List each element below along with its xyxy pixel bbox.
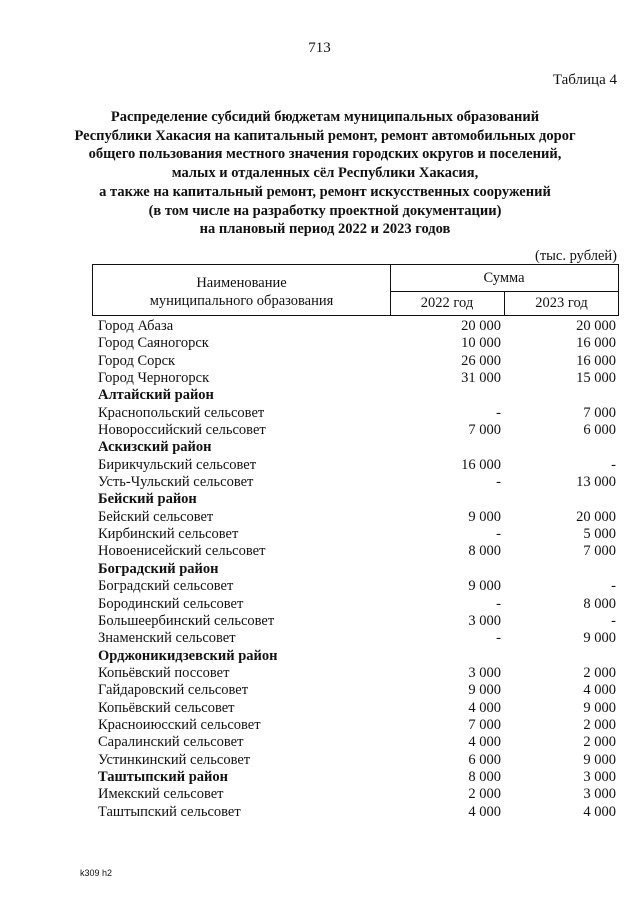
amount-2023: - [611, 612, 616, 629]
amount-2022: 9 000 [468, 508, 501, 525]
footer-code: k309 h2 [80, 868, 113, 878]
amount-2023: 3 000 [583, 768, 616, 785]
table-row [98, 630, 618, 647]
table-row [98, 318, 618, 335]
title-line: Распределение субсидий бюджетам муниципальных образований [110, 109, 540, 125]
table-row [98, 734, 618, 751]
amount-2023: 9 000 [583, 699, 616, 716]
title-line: на плановый период 2022 и 2023 годов [199, 221, 451, 238]
amount-2022: 4 000 [468, 734, 501, 751]
amount-2023: 6 000 [583, 422, 616, 439]
amount-2023: 5 000 [583, 526, 616, 543]
amount-2023: 4 000 [583, 803, 616, 820]
page-number: 713 [308, 40, 331, 56]
title-line: (в том числе на разработку проектной документации) [148, 202, 502, 219]
amount-2023: 3 000 [583, 786, 616, 803]
amount-2023: 16 000 [576, 335, 616, 352]
municipality-name: Имекский сельсовет [98, 786, 224, 803]
municipality-name: Знаменский сельсовет [98, 630, 236, 647]
header-name-line1: Наименование [196, 275, 287, 291]
municipality-name: Краснопольский сельсовет [98, 404, 265, 421]
amount-2022: 8 000 [468, 768, 501, 785]
municipality-name: Саралинский сельсовет [98, 734, 244, 751]
header-sum: Сумма [390, 265, 618, 292]
amount-2023: 16 000 [576, 352, 616, 369]
amount-2022: 10 000 [461, 335, 501, 352]
municipality-name: Таштыпский сельсовет [98, 803, 241, 820]
municipality-name: Орджоникидзевский район [98, 647, 278, 664]
municipality-name: Красноиюсский сельсовет [98, 716, 261, 733]
table-row [98, 543, 618, 560]
district-row [98, 648, 618, 665]
header-year-2022: 2022 год [390, 292, 505, 315]
table-header [92, 264, 619, 316]
municipality-name: Город Саяногорск [98, 335, 209, 352]
table-row [98, 370, 618, 387]
municipality-name: Боградский сельсовет [98, 578, 234, 595]
amount-2023: 2 000 [583, 716, 616, 733]
header-year-2023: 2023 год [535, 295, 588, 311]
amount-2023: 2 000 [583, 734, 616, 751]
units-label: (тыс. рублей) [535, 248, 617, 264]
table-row [98, 457, 618, 474]
amount-2022: 2 000 [468, 786, 501, 803]
amount-2022: 26 000 [461, 352, 501, 369]
table-row [98, 578, 618, 595]
district-row [98, 561, 618, 578]
municipality-name: Большеербинский сельсовет [98, 612, 275, 629]
amount-2023: 4 000 [583, 682, 616, 699]
table-row [98, 717, 618, 734]
municipality-name: Бородинский сельсовет [98, 595, 244, 612]
title-line: Республики Хакасия на капитальный ремонт, ремонт автомобильных дорог [74, 127, 576, 144]
amount-2022: - [496, 595, 501, 612]
amount-2023: 20 000 [576, 508, 616, 525]
table-row [98, 700, 618, 717]
header-name-cell [93, 265, 391, 315]
municipality-name: Бейский сельсовет [98, 508, 214, 525]
district-row [98, 387, 618, 404]
amount-2023: 2 000 [583, 664, 616, 681]
amount-2022: 9 000 [468, 578, 501, 595]
amount-2022: 3 000 [468, 612, 501, 629]
amount-2022: - [496, 526, 501, 543]
municipality-name: Новоенисейский сельсовет [98, 543, 266, 560]
municipality-name: Копьёвский поссовет [98, 664, 230, 681]
table-row [98, 786, 618, 803]
table-row [98, 596, 618, 613]
table-row [98, 752, 618, 769]
title-line: малых и отдаленных сёл Республики Хакасия, [171, 165, 479, 182]
amount-2022: 16 000 [461, 456, 501, 473]
amount-2022: 7 000 [468, 716, 501, 733]
municipality-name: Алтайский район [98, 387, 214, 404]
table-row [98, 474, 618, 491]
table-row [98, 422, 618, 439]
amount-2023: - [611, 578, 616, 595]
title-line: общего пользования местного значения городских округов и поселений, [88, 146, 562, 163]
header-name-line2: муниципального образования [149, 293, 334, 309]
amount-2022: 31 000 [461, 370, 501, 387]
municipality-name: Город Абаза [98, 318, 174, 334]
district-row [98, 491, 618, 508]
title-line: а также на капитальный ремонт, ремонт искусственных сооружений [99, 183, 551, 200]
document-title [60, 108, 590, 239]
table-row [98, 405, 618, 422]
municipality-name: Устинкинский сельсовет [98, 751, 251, 768]
municipality-name: Копьёвский сельсовет [98, 699, 235, 716]
table-row [98, 509, 618, 526]
table-row [98, 526, 618, 543]
amount-2022: 4 000 [468, 803, 501, 820]
municipality-name: Новороссийский сельсовет [98, 422, 266, 439]
table-row [98, 682, 618, 699]
amount-2022: 8 000 [468, 543, 501, 560]
amount-2022: 4 000 [468, 699, 501, 716]
table-row [98, 665, 618, 682]
amount-2023: 9 000 [583, 630, 616, 647]
table-row [98, 613, 618, 630]
amount-2022: 7 000 [468, 422, 501, 439]
amount-2023: 7 000 [583, 404, 616, 421]
municipality-name: Город Черногорск [98, 370, 210, 387]
municipality-name: Бейский район [98, 491, 197, 508]
amount-2023: 15 000 [576, 370, 616, 387]
amount-2023: 20 000 [576, 318, 616, 334]
district-row [98, 769, 618, 786]
amount-2023: 7 000 [583, 543, 616, 560]
municipality-name: Таштыпский район [98, 768, 228, 785]
municipality-name: Кирбинский сельсовет [98, 526, 239, 543]
municipality-name: Город Сорск [98, 352, 176, 369]
municipality-name: Усть-Чульский сельсовет [98, 474, 254, 491]
municipality-name: Гайдаровский сельсовет [98, 682, 249, 699]
municipality-name: Аскизский район [98, 439, 212, 456]
amount-2022: - [496, 474, 501, 491]
amount-2022: - [496, 404, 501, 421]
municipality-name: Боградский район [98, 560, 219, 577]
amount-2022: 6 000 [468, 751, 501, 768]
amount-2023: 9 000 [583, 751, 616, 768]
table-row [98, 804, 618, 821]
amount-2023: 13 000 [576, 474, 616, 491]
municipality-name: Бирикчульский сельсовет [98, 456, 257, 473]
amount-2022: - [496, 630, 501, 647]
amount-2022: 20 000 [461, 318, 501, 334]
table-row [98, 353, 618, 370]
table-label: Таблица 4 [552, 72, 617, 88]
amount-2022: 3 000 [468, 664, 501, 681]
table-body [98, 318, 618, 821]
amount-2022: 9 000 [468, 682, 501, 699]
district-row [98, 439, 618, 456]
table-row [98, 335, 618, 352]
amount-2023: - [611, 456, 616, 473]
amount-2023: 8 000 [583, 595, 616, 612]
